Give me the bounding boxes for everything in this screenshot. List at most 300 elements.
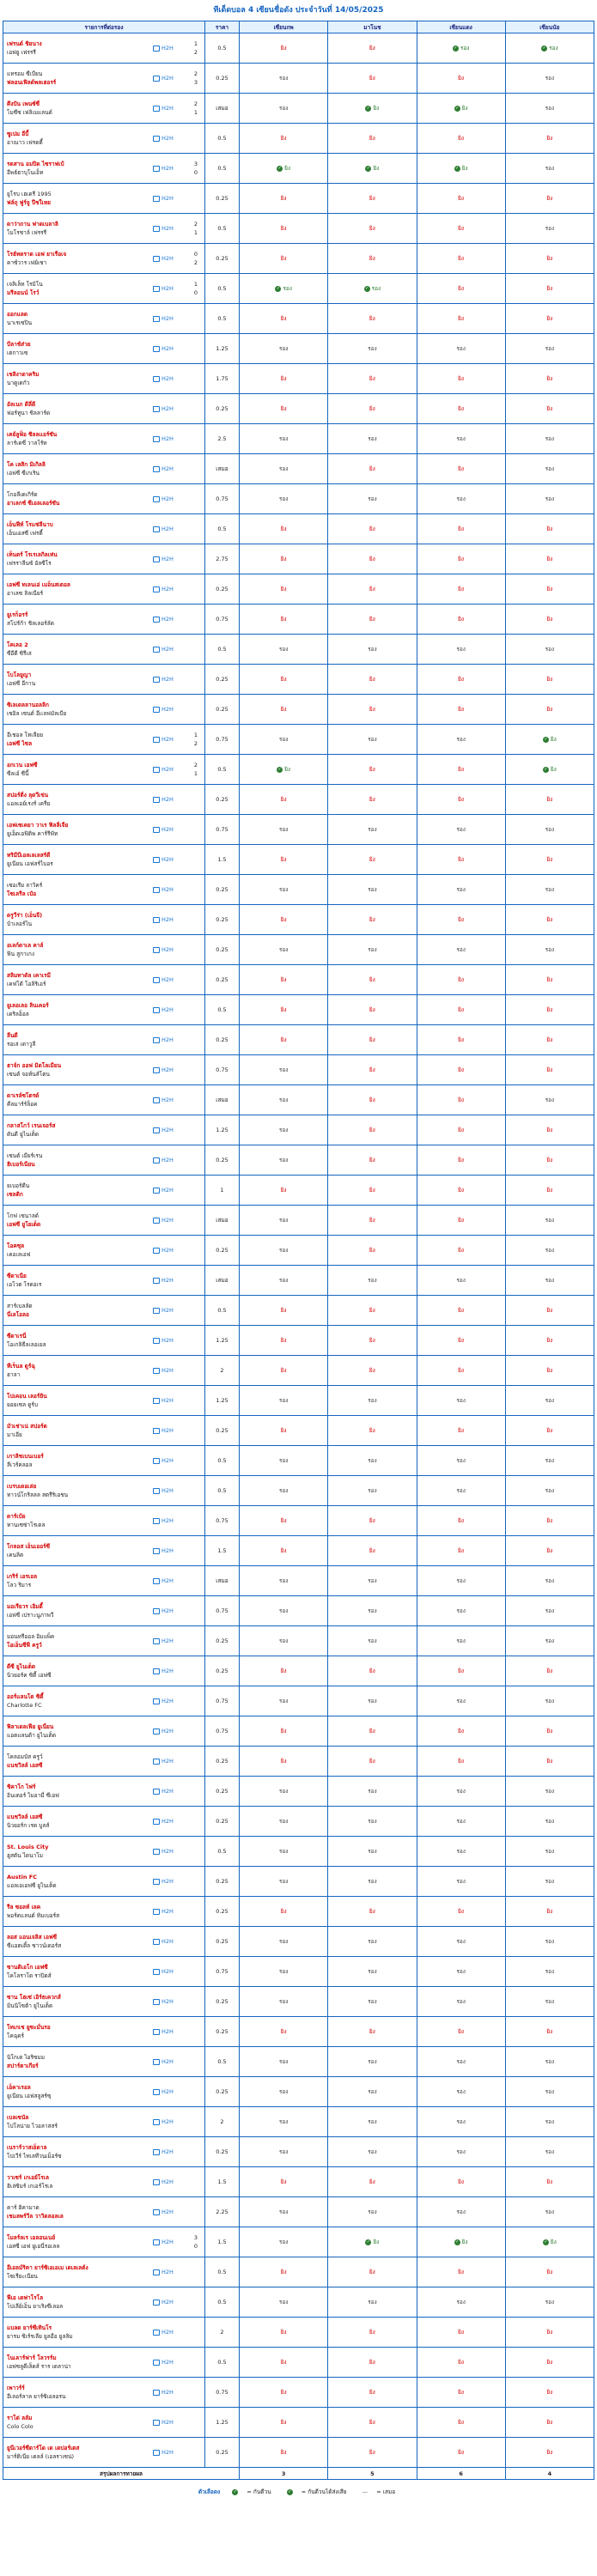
h2h-link[interactable] [153,1577,191,1584]
away-team[interactable]: ยอยเซล ดูร์บ [7,1401,39,1408]
h2h-link[interactable] [153,826,191,833]
away-team[interactable]: โปเวีร์ ไทเลทีวนเม็อร์ซ [7,2153,62,2160]
away-team[interactable]: แอตแลนต้า ยูไนเต็ด [7,1732,57,1739]
away-team[interactable]: ยูเอ็ดเอฟิติพ คาร์รีฟัท [7,830,58,837]
pick-text: รอง [549,45,558,52]
h2h-link[interactable] [153,796,191,803]
away-team[interactable]: ทานเซซ่าโรเดล [7,1522,46,1528]
away-team[interactable]: โปโลน่าย ไวอลาสสร์ [7,2123,58,2129]
home-team[interactable]: โปเคอน เลอร์ยิน [7,1393,47,1400]
h2h-link[interactable] [153,886,191,893]
h2h-link[interactable] [153,1066,191,1073]
h2h-link[interactable] [153,1097,191,1103]
h2h-link[interactable] [153,1938,191,1945]
home-team[interactable]: Austin FC [7,1874,37,1880]
h2h-link[interactable] [153,315,191,322]
expert-2-pick [328,1145,417,1176]
away-team[interactable]: แนชวิลล์ เอสซี [7,1762,43,1769]
h2h-link[interactable] [153,766,191,773]
away-team[interactable]: ซีอีดี ซิรีเล่ [7,650,32,657]
h2h-link[interactable] [153,1036,191,1043]
away-team[interactable]: อาเลซ ลิลเนียร์ [7,590,44,597]
away-team[interactable]: ฟล์ถุ ฟูร์จู ปีชใเหย [7,199,51,206]
away-team[interactable]: ทาวน์โกริลลล สตรีริเอชน [7,1492,69,1498]
home-team[interactable]: ฮาจ์ก ออฟ มิดโลเมียน [7,1062,62,1069]
h2h-link[interactable] [153,75,191,82]
away-team[interactable]: เดริลอ็อล [7,1011,29,1018]
table-row [3,574,594,605]
home-team[interactable]: เกริร์ เอรเอล [7,1573,38,1580]
away-team[interactable]: ยูเนียน เอฟสร์ไบอร [7,860,53,867]
h2h-link[interactable] [153,1307,191,1314]
h2h-link[interactable] [153,1127,191,1133]
stats-icon [153,196,160,202]
away-team[interactable]: เซอิล เซนต์ อีเเลฟมัลเบีย [7,710,67,717]
home-team[interactable]: อีเชอล โทเลียย [7,732,44,738]
expert-3-pick [417,1296,505,1326]
h2h-link[interactable] [153,2269,191,2275]
away-team[interactable]: เอฟซี ไซล [7,740,33,747]
price-cell: 0.25 [205,695,240,725]
h2h-link[interactable] [153,1157,191,1163]
h2h-link[interactable] [153,616,191,623]
teams [7,460,153,477]
away-team[interactable]: นิวยอร์ค ซิตี้ เอฟซี [7,1672,52,1679]
home-team[interactable]: สาร์เบลลัด [7,1303,33,1309]
h2h-link[interactable] [153,526,191,532]
home-team[interactable]: เฟรนด์ ชิยนาง [7,40,42,47]
match-wrap [7,1596,201,1625]
h2h-link[interactable] [153,1187,191,1194]
pick-text: ยิง [369,1036,375,1043]
match-cell [3,94,205,124]
h2h-link[interactable] [153,586,191,592]
h2h-link[interactable] [153,1487,191,1494]
away-team[interactable]: Colo Colo [7,2423,34,2430]
h2h-link[interactable] [153,2028,191,2035]
away-team[interactable]: โคฉุดร์ [7,2032,24,2039]
h2h-link[interactable] [153,2419,191,2426]
h2h-link[interactable] [153,1728,191,1735]
home-team[interactable]: วาเซร์ เกเอย์โรเล [7,2174,49,2181]
h2h-link[interactable] [153,2178,191,2185]
home-team[interactable]: เท็นตร์ โรเรเลกิลเท่น [7,551,58,558]
h2h-label: H2H [161,2419,174,2426]
stats-icon [153,256,160,262]
expert-1-pick [240,2227,328,2257]
expert-4-pick [505,635,594,665]
home-team[interactable]: แบลด ยาร์ซีเทินโร [7,2324,52,2331]
away-team[interactable]: โอเกลิธีลเลอเยล [7,1341,46,1348]
away-team[interactable]: เคฟโต้ โอลิริเอร์ [7,981,46,987]
away-team[interactable]: ลีเวร์คลอล [7,1461,33,1468]
away-team[interactable]: อินเตอร์ ไมอามี่ ซีเอฟ [7,1792,59,1799]
h2h-link[interactable] [153,405,191,412]
away-team[interactable]: ลาร์เดซี่ วาลโร์ท [7,440,47,447]
away-team[interactable]: โซเรียะเนียน [7,2273,38,2280]
pick-text: รอง [368,1457,377,1464]
away-team[interactable]: เซลติก [7,1191,23,1198]
teams [7,430,153,447]
h2h-link[interactable] [153,1968,191,1975]
home-team[interactable]: เชลิงาดาคริม [7,371,40,378]
h2h-link[interactable] [153,916,191,923]
h2h-link[interactable] [153,556,191,562]
away-team[interactable]: มินนิโซต้า ยูไนเต็ด [7,2002,53,2009]
h2h-link[interactable] [153,255,191,262]
home-team[interactable]: อกเวน เอฟซี [7,762,38,769]
away-team[interactable]: นาดูเดกัว [7,380,30,386]
home-team[interactable]: โกอลีเดเกิร์ด [7,491,38,498]
home-team[interactable]: ลีนดี [7,1032,18,1039]
match-cell [3,605,205,635]
home-team[interactable]: โนเลาร์ฟาร์ โลวรร์ม [7,2354,57,2361]
expert-3-pick [417,124,505,154]
away-team[interactable]: เอฟซลูดีเล็ดส์ ราร เดลาน่า [7,2363,71,2370]
away-team[interactable]: อาณาว เฟรดดี้ [7,139,43,146]
h2h-link[interactable] [153,1818,191,1825]
expert-1-pick [240,1085,328,1115]
h2h-link[interactable] [153,1998,191,2005]
h2h-link[interactable] [153,2359,191,2366]
home-team[interactable]: ซาน โฮเซ่ เอิร์ธเควกส์ [7,1994,61,2001]
h2h-link[interactable] [153,1397,191,1404]
home-team[interactable]: โกฟ เซนาลด์ [7,1212,40,1219]
home-team[interactable]: เจลิเล็ท โรมิโน [7,281,43,288]
home-team[interactable]: เอ็คาเรอล [7,2084,31,2091]
home-team[interactable]: เซอเรีย ลาวิคร์ [7,882,43,889]
h2h-label: H2H [161,2208,174,2215]
h2h-link[interactable] [153,1517,191,1524]
h2h-link[interactable] [153,1758,191,1765]
h2h-link[interactable] [153,946,191,953]
home-team[interactable]: สปอร์ติ่ง ลุดวีเข่น [7,792,49,799]
home-team[interactable]: ทีเร็นล ดูร์ฉุ [7,1363,35,1370]
away-team[interactable]: โมซีซ เฟลิเมแลนด์ [7,109,52,116]
home-team[interactable]: ซีดาเนีย [7,1273,27,1279]
home-team[interactable]: มอเรียวร เอิมดี้ [7,1603,43,1610]
home-team[interactable]: ฟีเอ เดฟาโรโล [7,2294,44,2301]
price-cell: 0.25 [205,2017,240,2047]
home-team[interactable]: ซิเลเดลลานอลลิก [7,702,49,708]
h2h-link[interactable] [153,465,191,472]
away-team[interactable]: เอฟซี อีกาน [7,680,36,687]
away-team[interactable]: นิวยอร์ก เรด บูลส์ [7,1822,50,1829]
h2h-link[interactable] [153,1607,191,1614]
h2h-link[interactable] [153,375,191,382]
away-team[interactable]: ฟลอนเฟิลด์พลเฮอรร์ [7,79,57,86]
away-team[interactable]: เคอเลเอฟ [7,1251,31,1258]
home-team[interactable]: โอคซุล [7,1242,25,1249]
away-team[interactable]: นี่เลโอลอ [7,1311,29,1318]
away-team[interactable]: ซีแอตเติ้ล ซาวน์เดอร์ส [7,1942,62,1949]
price-cell: 0.25 [205,1867,240,1897]
home-team[interactable]: เบลเซนัล [7,2114,29,2121]
h2h-link[interactable] [153,646,191,653]
h2h-link[interactable] [153,1698,191,1704]
h2h-link[interactable] [153,676,191,683]
h2h-link[interactable] [153,2449,191,2456]
away-team[interactable]: ยารม ซิเร์รเลีย ยูลอือ ยูลลิม [7,2333,73,2340]
teams [7,2414,153,2431]
away-team[interactable]: แอลเอเอฟซี ยูไนเต็ด [7,1882,57,1889]
away-team[interactable]: โมโรชาล์ เฟรรรี [7,229,47,236]
h2h-link[interactable] [153,2329,191,2336]
home-team[interactable]: ฟิลาเดลเฟีย ยูเนี่ยน [7,1723,54,1730]
h2h-link[interactable] [153,165,191,172]
home-team[interactable]: ดีซี ยูไนเต็ด [7,1663,36,1670]
expert-4-pick [505,1446,594,1476]
h2h-link[interactable] [153,1247,191,1254]
away-team[interactable]: เฟรราลีนซ์ อัลซีโร [7,560,52,567]
home-team[interactable]: ดรูวีร่า (เอ็นจี) [7,912,43,919]
teams [7,701,153,718]
away-team[interactable]: ฮูสตัน ไดนาโม [7,1852,44,1859]
pick-text: ยิง [280,1337,287,1344]
home-team[interactable]: ออร์แลนโด ซิตี้ [7,1693,44,1700]
h2h-link[interactable] [153,2148,191,2155]
away-team[interactable]: คีลมาร์ร์ล็อค [7,1101,38,1108]
pick-text: รอง [368,1848,377,1855]
expert-2-pick [328,2047,417,2077]
price-cell: 0.25 [205,244,240,274]
expert-4-pick [505,1656,594,1686]
home-team[interactable]: ยูเลอเลอ ลินเคอร์ [7,1002,49,1009]
home-team[interactable]: โทเกเช ยูซะมั่นรอ [7,2024,51,2031]
pick-text: ยิง [458,1908,465,1915]
home-team[interactable]: โค เลสิก มิเกิลลิ [7,461,46,468]
h2h-link[interactable] [153,435,191,442]
home-team[interactable]: มัวเช่าเน่ สปอร์ต [7,1423,47,1430]
away-team[interactable]: บ้าเลอร์ไน [7,920,33,927]
h2h-link[interactable] [153,1908,191,1915]
pick-text: ยิง [369,1908,375,1915]
home-team[interactable]: ดาเรล์ซโตรด์ [7,1092,40,1099]
expert-4-pick [505,454,594,484]
away-team[interactable]: ฮาลา [7,1371,21,1378]
home-team[interactable]: ซีดาเรนี่ [7,1333,27,1340]
dash-icon: — [362,2488,369,2495]
h2h-link[interactable] [153,1277,191,1284]
away-team[interactable]: ซีลเอ์ ซีนี้ [7,770,29,777]
away-team[interactable]: เอโวต โรดอเร [7,1281,42,1288]
h2h-link[interactable] [153,195,191,202]
match-cell [3,965,205,995]
pick-text: รอง [368,1607,377,1614]
away-team[interactable]: แอลเอย์เรงร์ เครีย [7,800,51,807]
h2h-link[interactable] [153,2239,191,2245]
home-team[interactable]: เบรบเดอเล่ย [7,1483,37,1490]
home-team[interactable]: ซานดิเอโก เอฟซี [7,1964,48,1971]
h2h-link[interactable] [153,1006,191,1013]
expert-1-pick [240,454,328,484]
pick-text: ยิง [369,255,375,262]
away-team[interactable]: เอ็นเอสซี เฟรดี้ [7,530,43,537]
h2h-link[interactable] [153,45,191,52]
h2h-link[interactable] [153,2088,191,2095]
h2h-link[interactable] [153,856,191,863]
home-team[interactable]: เซนต์ เมียร์เรน [7,1152,43,1159]
away-team[interactable]: สโปร์ก้า ชิลเลอร์ลัด [7,620,54,627]
away-team[interactable]: เชแลพร์วีล วาวิดลอลเล [7,2213,64,2220]
away-team[interactable]: โคโลราโด ราปิดส์ [7,1972,52,1979]
h2h-link[interactable] [153,495,191,502]
home-team[interactable]: โคเลอ 2 [7,641,28,648]
pick-text: รอง [368,1577,377,1584]
home-team[interactable]: เอฟเซเคยา วาเร ฟิลลิ่เจีย [7,822,69,829]
h2h-link[interactable] [153,976,191,983]
home-team[interactable]: กลาสโกว์ เรนเจอร์ส [7,1122,56,1129]
home-team[interactable]: ยูนีเวอร์ซีดาร์โด เด เดปอร์เตส [7,2445,80,2451]
home-team[interactable]: โคลอมบัส ครูว์ [7,1753,43,1760]
h2h-link[interactable] [153,105,191,112]
away-team[interactable]: เอฟซี เปราะนูภาพวี [7,1612,54,1619]
pick-text: รอง [278,1848,289,1855]
home-team[interactable]: เพาวร์ร์ [7,2385,25,2391]
away-team[interactable]: มาร์ติเนีย เดลล์ (เอลราเซน่) [7,2453,75,2460]
expert-1-pick [240,815,328,845]
h2h-link[interactable] [153,285,191,292]
h2h-link[interactable] [153,1337,191,1344]
away-team[interactable]: โปเลีย์เอ็น ยาเริงซีเลอล [7,2303,64,2310]
away-team[interactable]: ดันดี ยูไนเต็ด [7,1131,40,1138]
expert-3-pick [417,1176,505,1206]
h2h-link[interactable] [153,1427,191,1434]
h2h-link[interactable] [153,1878,191,1885]
home-team[interactable]: โกลอส เอ็นเออร์ซี [7,1543,51,1550]
away-team[interactable]: ฮิเบอร์เนียน [7,1161,35,1168]
h2h-link[interactable] [153,1788,191,1795]
home-team[interactable]: นิโกเต ไอริซมม [7,2054,46,2061]
away-team[interactable]: นาเรเซปิน [7,319,33,326]
h2h-link[interactable] [153,1637,191,1644]
home-team[interactable]: St. Louis City [7,1844,49,1850]
away-team[interactable]: คาซ์วาร เฟย์เซา [7,259,47,266]
h2h-link[interactable] [153,1668,191,1674]
match-cell [3,1927,205,1957]
teams [7,2173,153,2190]
away-team[interactable]: อาเลกซ์ ซีเอลเลอร์ซัน [7,500,60,507]
away-team[interactable]: อีเลอร์ลาล ยาร์ซิเอลอรน [7,2393,66,2400]
h2h-link[interactable] [153,2208,191,2215]
home-team[interactable]: ลอส แอนเจลิส เอฟซี [7,1934,58,1941]
away-team[interactable]: โซเลรีล เป๋อ [7,890,37,897]
h2h-link[interactable] [153,706,191,713]
table-row [3,1356,594,1386]
h2h-label: H2H [161,1277,174,1284]
away-team[interactable]: มรีลอนน์ โรว์ [7,289,40,296]
away-team[interactable]: พอร์ตแลนด์ ทิมเบอร์ส [7,1912,60,1919]
away-team[interactable]: ฟิน สูกาเกง [7,951,34,957]
home-team[interactable]: ยูโรบ เฮเดรี 1995 [7,191,52,197]
home-team[interactable]: โรฮ์ทดราด เอฟ ยาเรือเจ [7,251,67,258]
home-team[interactable]: โบโลยูญา [7,671,32,678]
pick-text: ยิง [546,2329,553,2336]
home-team[interactable]: เอ็นฟีท์ โรเเซ่ลีนาบ [7,521,53,528]
h2h-link[interactable] [153,135,191,142]
pick-text: รอง [456,1878,466,1885]
home-team[interactable]: ทริมีบีเอลเลเลสร์ดี [7,852,51,859]
away-team[interactable]: เอฟซี ยูโยเต็ด [7,1221,41,1228]
away-team[interactable]: โลว ริมาร [7,1582,32,1589]
home-team[interactable]: แทรอม ซีเบียน [7,70,43,77]
h2h-link[interactable] [153,1367,191,1374]
home-team[interactable]: ชิคาโก ไฟร์ [7,1783,36,1790]
h2h-link[interactable] [153,1848,191,1855]
match-wrap [7,2378,201,2407]
home-team[interactable]: มอนทรีออล อิมแพ็ค [7,1633,55,1640]
away-team[interactable]: เอฟซี ซีเกเริน [7,470,40,477]
home-team[interactable]: ตึงปัน เพนซ์ซี่ [7,100,40,107]
home-team[interactable]: ราโด่ ลลัม [7,2415,33,2421]
h2h-link[interactable] [153,2299,191,2306]
pick-text: รอง [545,2148,555,2155]
home-team[interactable]: ยูเรก็อรร์ [7,611,28,618]
home-team[interactable]: รดสาน อมปิด ไซราฟเบ้ [7,161,64,167]
home-team[interactable]: ดาว่าถาน ฟาดเบลาลิ [7,221,58,228]
h2h-link[interactable] [153,736,191,743]
away-team[interactable]: เซนต์ จอห์นส์โตน [7,1071,50,1078]
away-team[interactable]: ฮิเล่ซิมร์ เกเอร์โรเล [7,2183,53,2190]
pick-text: ยิง [280,1908,287,1915]
expert-4-pick [505,274,594,304]
pick-text: รอง [545,75,555,82]
away-team[interactable]: สปาร์ตาเกียร์ [7,2063,39,2069]
away-team[interactable]: เตกาวเซ [7,349,28,356]
home-team[interactable]: ซูเปม อีบี้ [7,131,29,137]
home-team[interactable]: เคย์ลูฟ็อ ซิลลเเอร์ซัน [7,431,58,438]
h2h-link[interactable] [153,225,191,232]
away-team[interactable]: โอเอ็นซีฟี ครูว์ [7,1642,42,1649]
home-team[interactable]: อเลก์ดาเล คาล์ [7,942,44,949]
away-team[interactable]: รอเล่ เดาวูลี [7,1041,36,1048]
home-team[interactable]: ดาร์เบ้ย [7,1513,26,1520]
home-team[interactable]: เกาลิชเบนเบอร์ [7,1453,44,1460]
expert-4-pick [505,665,594,695]
away-team[interactable]: มาเอีย [7,1431,22,1438]
pick-text: รอง [456,1457,466,1464]
away-team[interactable]: Charlotte FC [7,1702,42,1709]
home-team[interactable]: รีล ซอลท์ เลค [7,1904,41,1911]
h2h-link[interactable] [153,2058,191,2065]
h2h-link[interactable] [153,2118,191,2125]
pick-text: รอง [368,1968,377,1975]
home-team[interactable]: ออกแลด [7,311,28,318]
home-team[interactable]: บีลาช์ส่วย [7,341,31,348]
home-team[interactable]: โมลร์ลเร เอลอนเนย์ [7,2234,56,2241]
home-team[interactable]: เนราร์วาสเย็ดาล [7,2144,47,2151]
home-team[interactable]: คาร์ ฮิคามาด [7,2204,40,2211]
home-team[interactable]: ยเบอร์ดีน [7,1182,30,1189]
away-team[interactable]: เอสซี เอฟ ยูเอนี่รอเลล [7,2243,60,2250]
home-team[interactable]: เอฟซี ทเลนเอ่ เมอ็นสเตอล [7,581,70,588]
home-team[interactable]: อัลเนก ดีลี่ดี [7,401,36,408]
away-team[interactable]: อีพธ์ฮาบุโนเอ็ท [7,169,44,176]
home-team[interactable]: สลิมทาดัล เคาเรมี [7,972,51,979]
h2h-link[interactable] [153,1217,191,1224]
away-team[interactable]: เคนลิต [7,1552,24,1558]
home-team[interactable]: แนชวิลล์ เอสซี [7,1814,43,1820]
away-team[interactable]: ฟอร์ทูนา ซิลลาร์ด [7,410,51,416]
teams [7,2384,153,2401]
h2h-link[interactable] [153,2389,191,2396]
away-team[interactable]: ยูเนียน เอฟสลูสร์ซุ [7,2093,52,2099]
h2h-link[interactable] [153,345,191,352]
h2h-link[interactable] [153,1547,191,1554]
home-team[interactable]: อีเอลม์ริคา ยาร์ซิเอเอเม เดเลเลต์ง [7,2264,88,2271]
away-team[interactable]: เอฟยู เฟรรรี [7,49,36,56]
h2h-link[interactable] [153,1457,191,1464]
